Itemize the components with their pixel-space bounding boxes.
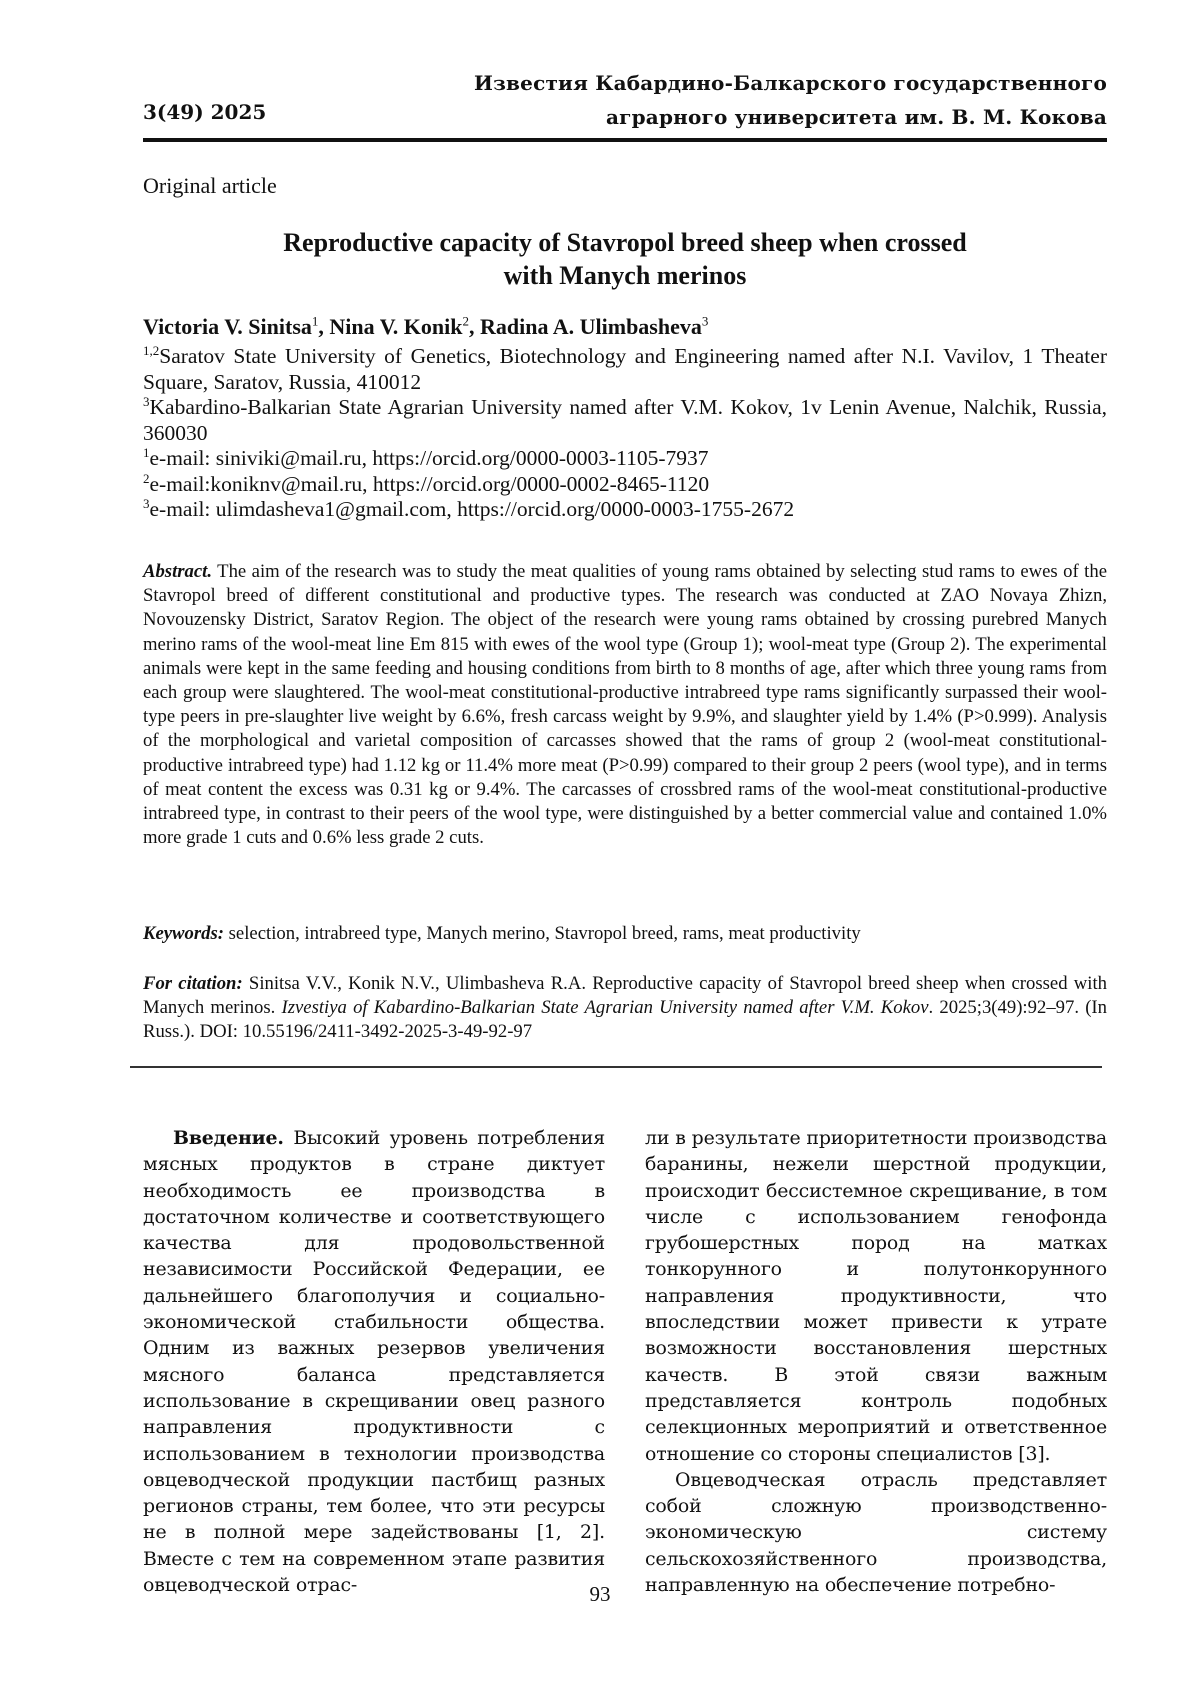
keywords-label: Keywords: bbox=[143, 923, 224, 944]
page-number: 93 bbox=[589, 1582, 611, 1606]
email-sup: 3 bbox=[143, 495, 150, 511]
citation-journal: Izvestiya of Kabardino-Balkarian State Agrarian University named after V.M. Kokov bbox=[281, 997, 929, 1019]
abstract-text: The aim of the research was to study the meat qualities of young rams obtained by selecting stud rams to ewes of the Stavropol breed of different constitutional and productive types. The research was conducted at ZAO Novaya Zhizn, Novouzensky District, Saratov Region. The object of the research were young rams obtained by crossing purebred Manych merino rams of the wool-meat line Em 815 with ewes of the wool type (Group 1); wool-meat type (Group 2). The experimental animals were kept in the same feeding and housing conditions from birth to 8 months of age, after which three young rams from each group were slaughtered. The wool-meat constitutional-productive intrabreed type rams significantly surpassed their wool-type peers in pre-slaughter live weight by 6.6%, fresh carcass weight by 9.9%, and slaughter yield by 1.4% (P>0.999). Analysis of the morphological and varietal composition of carcasses showed that the rams of group 2 (wool-meat constitutional-productive intrabreed type) had 1.12 kg or 11.4% more meat (P>0.99) compared to their group 2 peers (wool type), and in terms of meat content the excess was 0.31 kg or 9.4%. The carcasses of crossbred rams of the wool-meat constitutional-productive intrabreed type, in contrast to their peers of the wool type, were distinguished by a better commercial value and contained 1.0% more grade 1 cuts and 0.6% less grade 2 cuts. bbox=[143, 561, 1107, 849]
article-title-line2: with Manych merinos bbox=[503, 261, 747, 290]
affiliation-item bbox=[143, 395, 1107, 446]
abstract-label: Abstract. bbox=[143, 561, 213, 582]
citation-text: Sinitsa V.V., Konik N.V., Ulimbasheva R.A. Reproductive capacity of Stavropol breed sheep when crossed with Manych merinos. bbox=[143, 973, 1108, 1019]
intro-label: Введение. bbox=[173, 1127, 284, 1149]
affiliation-text: Kabardino-Balkarian State Agrarian University named after V.M. Kokov, 1v Lenin Avenue, Nalchik, Russia, 360030 bbox=[143, 395, 1107, 445]
author-list: Victoria V. Sinitsa$^1$, Nina V. Konik$^2$, Radina A. Ulimbasheva$^3$ bbox=[143, 313, 709, 339]
affiliation-sup: 3 bbox=[143, 393, 150, 409]
author-sup: 3 bbox=[701, 313, 709, 329]
affiliation-text: Saratov State University of Genetics, Biotechnology and Engineering named after N.I. Vavilov, 1 Theater Square, Saratov, Russia, 410012 bbox=[143, 344, 1107, 394]
body-paragraph: ли в результате приоритетности производства баранины, нежели шерстной продукции, происходит бессистемное скрещивание, в том числе с использованием генофонда грубошерстных пород на матках тонкорунного и полутонкорунного направления продуктивности, что впоследствии может привести к утрате возможности восстановления шерстных качеств. В этой связи важным представляется контроль подобных селекционных мероприятий и ответственное отношение со стороны специалистов [3]. bbox=[645, 1127, 1107, 1465]
abstract bbox=[143, 560, 1107, 850]
journal-title bbox=[474, 66, 1107, 134]
email-text[interactable]: e-mail:koniknv@mail.ru, https://orcid.org/0000-0002-8465-1120 bbox=[149, 471, 710, 496]
affiliation-sup: 1,2 bbox=[143, 342, 160, 358]
keywords bbox=[143, 922, 1107, 946]
affiliation-item bbox=[143, 344, 1107, 395]
keywords-text: selection, intrabreed type, Manych merino, Stavropol breed, rams, meat productivity bbox=[228, 923, 861, 944]
email-text[interactable]: e-mail: ulimdasheva1@gmail.com, https://orcid.org/0000-0003-1755-2672 bbox=[149, 497, 795, 521]
affiliations bbox=[143, 344, 1107, 523]
email-item bbox=[143, 472, 1107, 498]
citation-doi[interactable]: . 2025;3(49):92–97. (In Russ.). DOI: 10.55196/2411-3492-2025-3-49-92-97 bbox=[143, 997, 1107, 1043]
intro-paragraph bbox=[143, 1125, 605, 1598]
body-paragraph: Овцеводческая отрасль представляет собой сложную производственно-экономическую систему сельскохозяйственного производства, направленную на обеспечение потребно- bbox=[645, 1468, 1107, 1597]
body-column-right bbox=[645, 1125, 1107, 1598]
intro-text: Высокий уровень потребления мясных продуктов в стране диктует необходимость ее производства в достаточном количестве и соответствующего качества для продовольственной независимости Российской Федерации, ее дальнейшего благополучия и социально-экономической стабильности общества. Одним из важных резервов увеличения мясного баланса представляется использование в скрещивании овец разного направления продуктивности с использованием в технологии производства овцеводческой продукции пастбищ разных регионов страны, тем более, что эти ресурсы не в полной мере задействованы [1, 2]. Вместе с тем на современном этапе развития овцеводческой отрас- bbox=[143, 1127, 605, 1597]
article-title bbox=[143, 226, 1107, 292]
author-name: Radina A. Ulimbasheva bbox=[479, 314, 702, 339]
article-type: Original article bbox=[143, 173, 277, 198]
issue-number: 3(49) 2025 bbox=[143, 100, 267, 124]
email-sup: 1 bbox=[143, 444, 150, 460]
email-text[interactable]: e-mail: siniviki@mail.ru, https://orcid.org/0000-0003-1105-7937 bbox=[149, 446, 709, 470]
email-item bbox=[143, 497, 1107, 523]
body-column-left bbox=[143, 1125, 605, 1598]
author-name: Victoria V. Sinitsa bbox=[143, 314, 312, 339]
journal-title-line2: аграрного университета им. В. М. Кокова bbox=[605, 105, 1107, 129]
citation-label: For citation: bbox=[143, 973, 243, 994]
email-item bbox=[143, 446, 1107, 472]
section-divider bbox=[130, 1066, 1102, 1068]
journal-title-line1: Известия Кабардино-Балкарского государственного bbox=[473, 71, 1107, 95]
author-name: Nina V. Konik bbox=[329, 314, 463, 339]
citation bbox=[143, 972, 1107, 1045]
author-sup: 1 bbox=[311, 313, 319, 329]
author-sup: 2 bbox=[462, 313, 469, 329]
header-rule bbox=[143, 138, 1107, 142]
article-title-line1: Reproductive capacity of Stavropol breed sheep when crossed bbox=[283, 228, 967, 257]
email-sup: 2 bbox=[143, 470, 150, 486]
